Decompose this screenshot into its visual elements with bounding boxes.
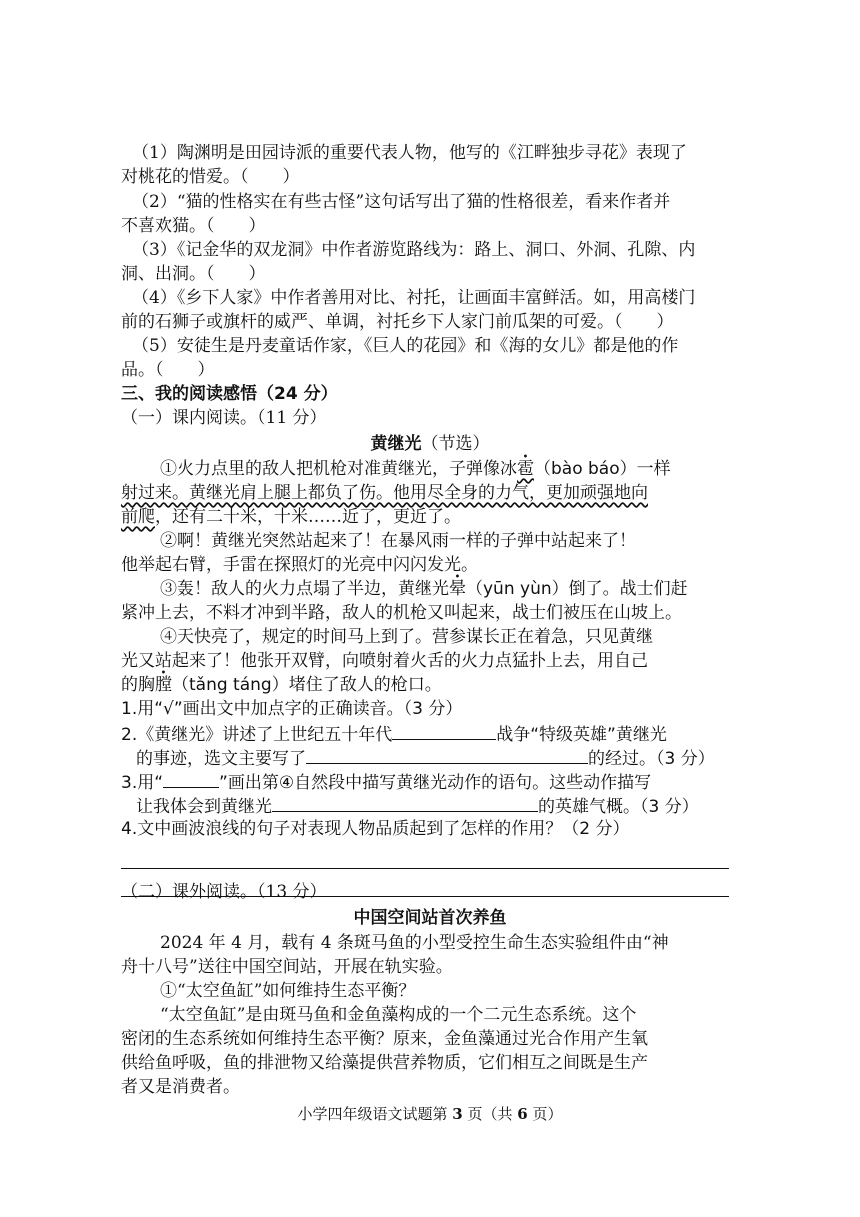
q3-line1-post: ”画出第④自然段中描写黄继光动作的语句。这些动作描写: [219, 773, 652, 793]
part2-heading: （二）课外阅读。（13 分）: [121, 882, 327, 902]
para3-line2: 紧冲上去，不料才冲到半路，敌人的机枪又叫起来，战士们被压在山坡上。: [121, 603, 682, 623]
para1-line3: [121, 505, 461, 529]
q3-line2-pre: 让我体会到黄继光: [136, 797, 272, 817]
q3-line1-pre: 3.用“: [121, 773, 164, 793]
q2-blank-process[interactable]: [306, 745, 588, 764]
footer-mid: 页（共: [462, 1105, 518, 1123]
footer-post: 页）: [527, 1105, 563, 1123]
a2-para1-line2: 舟十八号”送往中国空间站，开展在轨实验。: [121, 957, 453, 977]
para2-line2: 他举起右臂，手雷在探照灯的光亮中闪闪发光。: [121, 555, 478, 575]
judge-q1-line2: 对桃花的惜爱。（ ）: [121, 167, 300, 187]
footer-page-number: 3: [452, 1105, 463, 1123]
para4-line3-post: （tǎng táng）堵住了敌人的枪口。: [172, 675, 442, 695]
question-3-line1: [121, 769, 651, 795]
q2-line1-post: 战争“特级英雄”黄继光: [496, 725, 667, 745]
question-2-line2: [136, 745, 715, 771]
q4-answer-line-1[interactable]: [121, 868, 729, 869]
q2-line1-pre: 2.《黄继光》讲述了上世纪五十年代: [121, 725, 393, 745]
para4-line1: ④天快亮了，规定的时间马上到了。营参谋长正在着急，只见黄继: [160, 627, 653, 647]
judge-q4-line2: 前的石狮子或旗杆的威严、单调，衬托乡下人家门前瓜架的可爱。（ ）: [121, 312, 674, 332]
para4-line3-pre: 的胸: [121, 675, 155, 695]
a2-para2-line1: “太空鱼缸”是由斑马鱼和金鱼藻构成的一个二元生态系统。这个: [160, 1005, 637, 1025]
footer-pre: 小学四年级语文试题第: [297, 1105, 453, 1123]
q3-line2-post: 的英雄气概。（3 分）: [538, 797, 699, 817]
para1-line1-post: （bào báo）一样: [534, 459, 671, 479]
a2-para2-line3: 供给鱼呼吸，鱼的排泄物又给藻提供营养物质，它们相互之间既是生产: [121, 1053, 648, 1073]
judge-q2-line1: （2）“猫的性格实在有些古怪”这句话写出了猫的性格很差，看来作者并: [132, 192, 671, 212]
dotted-char-bao: 雹: [517, 459, 534, 479]
para4-line3: [121, 673, 442, 697]
page-footer: [0, 1103, 860, 1124]
judge-q5-line1: （5）安徒生是丹麦童话作家，《巨人的花园》和《海的女儿》都是他的作: [132, 336, 679, 356]
q2-line2-pre: 的事迹，选文主要写了: [136, 749, 306, 769]
q2-line2-post: 的经过。（3 分）: [588, 749, 715, 769]
para4-line2: 光又站起来了！他张开双臂，向喷射着火舌的火力点猛扑上去，用自己: [121, 651, 648, 671]
article1-title-text: 黄继光: [370, 434, 422, 454]
article1-title: [0, 432, 860, 456]
a2-para1-line1: 2024 年 4 月，载有 4 条斑马鱼的小型受控生命生态实验组件由“神: [160, 933, 669, 953]
a2-para2-line2: 密闭的生态系统如何维持生态平衡？原来，金鱼藻通过光合作用产生氧: [121, 1029, 648, 1049]
article1-title-note: （节选）: [421, 434, 490, 454]
q2-blank-war[interactable]: [392, 721, 496, 740]
question-4: 4.文中画波浪线的句子对表现人物品质起到了怎样的作用？（2 分）: [121, 819, 630, 839]
para1-line3-wavy: 前爬: [121, 507, 155, 527]
judge-q3-line1: （3）《记金华的双龙洞》中作者游览路线为：路上、洞口、外洞、孔隙、内: [132, 240, 696, 260]
question-1: 1.用“√”画出文中加点字的正确读音。（3 分）: [121, 699, 463, 719]
para1-line1-pre: ①火力点里的敌人把机枪对准黄继光，子弹像冰: [160, 459, 517, 479]
question-2-line1: [121, 721, 667, 747]
para1-line3-rest: ，还有二十米，十米……近了，更近了。: [155, 507, 461, 527]
judge-q5-line2: 品。（ ）: [121, 360, 215, 380]
a2-subheading: ①“太空鱼缸”如何维持生态平衡？: [160, 981, 416, 1001]
judge-q1-line1: （1）陶渊明是田园诗派的重要代表人物，他写的《江畔独步寻花》表现了: [132, 143, 687, 163]
para3-line1: [160, 577, 688, 601]
para2-line1: ②啊！黄继光突然站起来了！在暴风雨一样的子弹中站起来了！: [160, 531, 636, 551]
article2-title: 中国空间站首次养鱼: [353, 908, 507, 928]
q3-blank-spirit[interactable]: [272, 793, 538, 812]
para3-line1-pre: ③轰！敌人的火力点塌了半边，黄继光: [160, 579, 449, 599]
part1-heading: （一）课内阅读。（11 分）: [121, 408, 327, 428]
section-heading: 三、我的阅读感悟（24 分）: [121, 384, 338, 404]
a2-para2-line4: 者又是消费者。: [121, 1077, 240, 1097]
para1-line2-wavy: 射过来。黄继光肩上腿上都负了伤。他用尽全身的力气，更加顽强地向: [121, 483, 648, 503]
judge-q2-line2: 不喜欢猫。（ ）: [121, 216, 266, 236]
para3-line1-post: （yūn yùn）倒了。战士们赶: [466, 579, 688, 599]
question-3-line2: [136, 793, 699, 819]
para1-line2: [121, 481, 648, 505]
judge-q4-line1: （4）《乡下人家》中作者善用对比、衬托，让画面丰富鲜活。如，用高楼门: [132, 288, 696, 308]
footer-total-pages: 6: [517, 1105, 528, 1123]
dotted-char-tang: 膛: [155, 675, 172, 695]
dotted-char-yun: 晕: [449, 579, 466, 599]
judge-q3-line2: 洞、出洞。（ ）: [121, 264, 266, 284]
q3-underline-sample: [163, 769, 219, 788]
para1-line1: [160, 457, 671, 481]
